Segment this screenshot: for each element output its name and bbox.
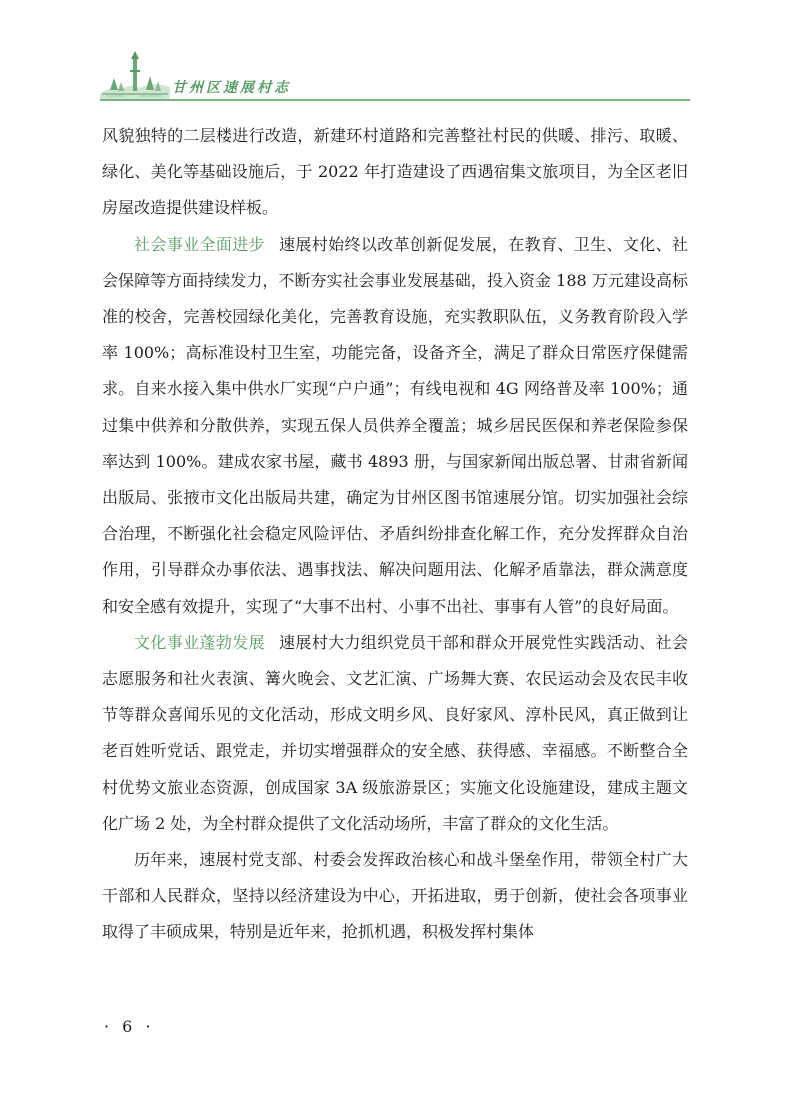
header-rule (100, 99, 690, 101)
section-keyword: 文化事业蓬勃发展 (134, 632, 265, 652)
landscape-tower-illustration-icon (100, 50, 170, 100)
section-keyword: 社会事业全面进步 (134, 234, 265, 254)
paragraph (102, 227, 688, 625)
paragraph (102, 842, 688, 951)
paragraph-text: 速展村始终以改革创新促发展，在教育、卫生、文化、社会保障等方面持续发力，不断夯实社会事业发展基础，投入资金 188 万元建设高标准的校舍，完善校园绿化美化，完善教育设施，充实教职队伍，义务教育阶段入学率 100%；高标准设村卫生室，功能完备，设备齐全，满足了群众日常医疗保健需求。自来水接入集中供水厂实现“户户通”；有线电视和 4G 网络普及率 100%；通过集中供养和分散供养，实现五保人员供养全覆盖；城乡居民医保和养老保险参保率达到 100%。建成农家书屋，藏书 4893 册，与国家新闻出版总署、甘肃省新闻出版局、张掖市文化出版局共建，确定为甘州区图书馆速展分馆。切实加强社会综合治理，不断强化社会稳定风险评估、矛盾纠纷排查化解工作，充分发挥群众自治作用，引导群众办事依法、遇事找法、解决问题用法、化解矛盾靠法，群众满意度和安全感有效提升，实现了“大事不出村、小事不出社、事事有人管”的良好局面。 (102, 234, 688, 616)
page-number: · 6 · (104, 1017, 155, 1036)
paragraph (102, 118, 688, 227)
header-title: 甘州区速展村志 (172, 80, 291, 96)
paragraph (102, 625, 688, 842)
paragraph-text: 风貌独特的二层楼进行改造，新建环村道路和完善整社村民的供暖、排污、取暖、绿化、美化等基础设施后，于 2022 年打造建设了西遇宿集文旅项目，为全区老旧房屋改造提供建设样板。 (102, 126, 688, 218)
paragraph-text: 历年来，速展村党支部、村委会发挥政治核心和战斗堡垒作用，带领全村广大干部和人民群众，坚持以经济建设为中心，开拓进取，勇于创新，使社会各项事业取得了丰硕成果，特别是近年来，抢抓机遇，积极发挥村集体 (102, 850, 688, 942)
running-header (100, 50, 690, 102)
body-text (102, 118, 688, 951)
paragraph-text: 速展村大力组织党员干部和群众开展党性实践活动、社会志愿服务和社火表演、篝火晚会、文艺汇演、广场舞大赛、农民运动会及农民丰收节等群众喜闻乐见的文化活动，形成文明乡风、良好家风、淳朴民风，真正做到让老百姓听党话、跟党走，并切实增强群众的安全感、获得感、幸福感。不断整合全村优势文旅业态资源，创成国家 3A 级旅游景区；实施文化设施建设，建成主题文化广场 2 处，为全村群众提供了文化活动场所，丰富了群众的文化生活。 (102, 632, 688, 833)
